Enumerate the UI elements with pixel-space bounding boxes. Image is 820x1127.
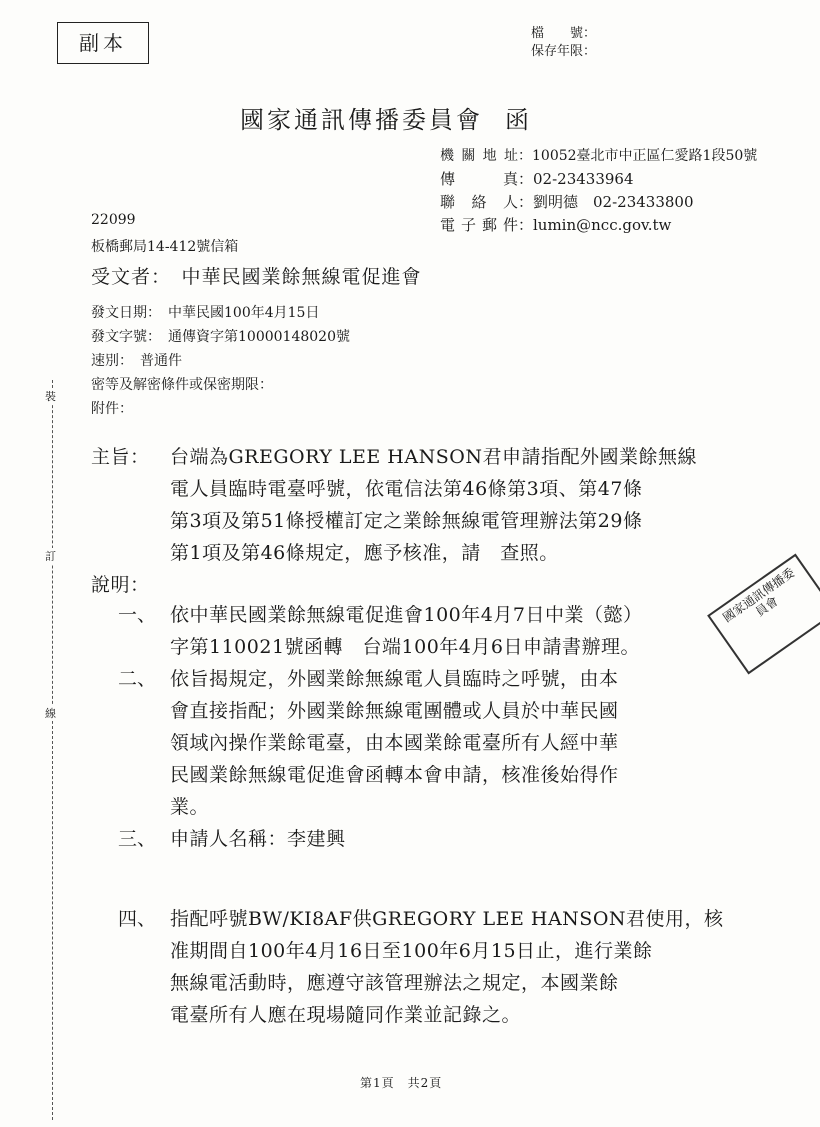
item-number: 二、 — [118, 668, 157, 690]
contact-person: 聯 絡 人：劉明德 02-23433800 — [440, 193, 694, 211]
attachments: 附件： — [91, 401, 133, 417]
item-number: 一、 — [118, 604, 157, 626]
item-line: 准期間自100年4月16日至100年6月15日止，進行業餘 — [170, 940, 653, 962]
contact-address: 機關地址：10052臺北市中正區仁愛路1段50號 — [440, 148, 758, 164]
document-type: 函 — [505, 106, 532, 134]
issue-date: 發文日期： 中華民國100年4月15日 — [91, 305, 320, 321]
subject-line: 第1項及第46條規定，應予核准，請 查照。 — [170, 542, 559, 564]
item-line: 字第110021號函轉 台端100年4月6日申請書辦理。 — [170, 636, 640, 658]
item-line: 電臺所有人應在現場隨同作業並記錄之。 — [170, 1004, 522, 1026]
explanation-label: 說明： — [91, 574, 150, 596]
official-seal-stamp: 國家通訊傳播委員會 — [707, 554, 820, 675]
item-line: 指配呼號BW/KI8AF供GREGORY LEE HANSON君使用，核 — [170, 908, 724, 930]
item-line: 依中華民國業餘無線電促進會100年4月7日中業（懿） — [170, 604, 643, 626]
recipient: 受文者： 中華民國業餘無線電促進會 — [91, 266, 422, 288]
item-line: 申請人名稱：李建興 — [170, 828, 346, 850]
subject-label: 主旨： — [91, 446, 150, 468]
contact-fax: 傳 真：02-23433964 — [440, 170, 634, 188]
secrecy-level: 密等及解密條件或保密期限： — [91, 377, 273, 393]
binding-line — [52, 380, 53, 1120]
item-number: 四、 — [118, 908, 157, 930]
retention-period-label: 保存年限： — [531, 44, 597, 59]
subject-line: 電人員臨時電臺呼號，依電信法第46條第3項、第47條 — [170, 478, 643, 500]
item-line: 民國業餘無線電促進會函轉本會申請，核准後始得作 — [170, 764, 619, 786]
item-line: 依旨揭規定，外國業餘無線電人員臨時之呼號，由本 — [170, 668, 619, 690]
item-number: 三、 — [118, 828, 157, 850]
binding-mark: 線 — [45, 707, 56, 720]
subject-line: 第3項及第51條授權訂定之業餘無線電管理辦法第29條 — [170, 510, 643, 532]
document-title — [240, 100, 532, 135]
page-number-footer: 第1頁 共2頁 — [360, 1076, 443, 1090]
postal-code: 22099 — [91, 212, 136, 228]
document-number: 發文字號： 通傳資字第10000148020號 — [91, 329, 350, 345]
copy-label-box: 副本 — [57, 22, 149, 64]
mailbox: 板橋郵局14-412號信箱 — [91, 239, 239, 255]
binding-mark: 裝 — [45, 390, 56, 403]
item-line: 領域內操作業餘電臺，由本國業餘電臺所有人經中華 — [170, 732, 619, 754]
item-line: 會直接指配；外國業餘無線電團體或人員於中華民國 — [170, 700, 619, 722]
file-number-label: 檔 號： — [531, 26, 597, 41]
contact-email: 電子郵件：lumin@ncc.gov.tw — [440, 216, 672, 234]
item-line: 業。 — [170, 796, 210, 818]
subject-line: 台端為GREGORY LEE HANSON君申請指配外國業餘無線 — [170, 446, 697, 468]
item-line: 無線電活動時，應遵守該管理辦法之規定，本國業餘 — [170, 972, 619, 994]
delivery-speed: 速別： 普通件 — [91, 353, 182, 369]
binding-mark: 訂 — [45, 550, 56, 563]
issuing-organization: 國家通訊傳播委員會 — [240, 106, 483, 134]
